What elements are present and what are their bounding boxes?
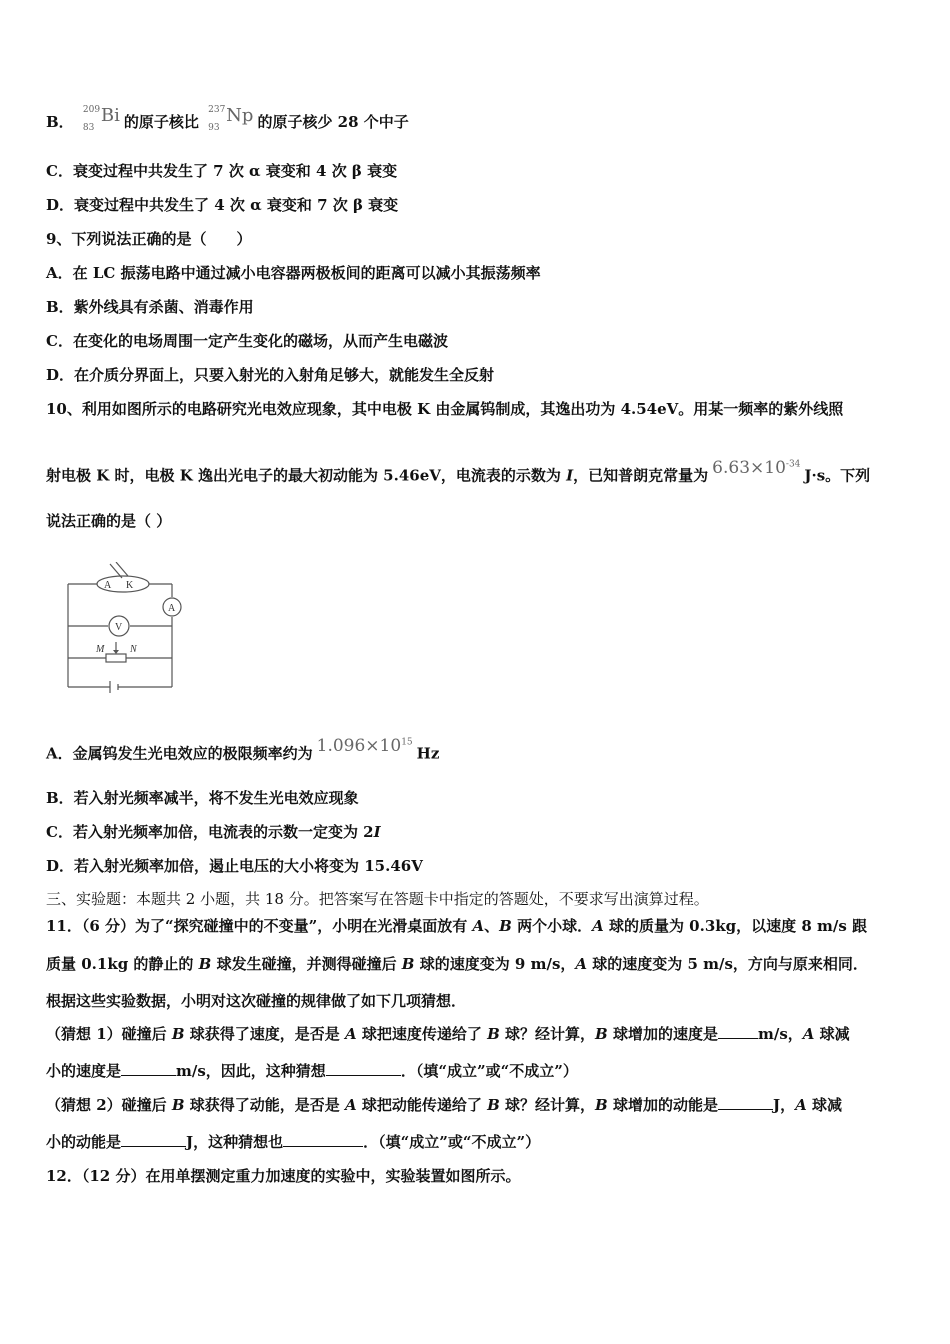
rheostat [106, 654, 126, 662]
label-anode: A [104, 580, 112, 591]
q9-option-a: A．在 LC 振荡电路中通过减小电容器两极板间的距离可以减小其振荡频率 [46, 264, 541, 282]
q11-guess1-line2: 小的速度是 m/s，因此，这种猜想 ．（填“成立”或“不成立”） [46, 1062, 578, 1080]
np-isotope: 237 93 Np [208, 105, 254, 133]
answer-blank[interactable] [326, 1061, 401, 1076]
planck-constant: $6.63\times 10^{-34}$ [712, 457, 801, 478]
answer-blank[interactable] [283, 1132, 363, 1147]
answer-blank[interactable] [121, 1061, 176, 1076]
answer-blank[interactable] [718, 1024, 758, 1039]
q11-guess2-line1: （猜想 2）碰撞后 B 球获得了动能，是否是 A 球把动能传递给了 B 球？经计算，B 球增加的动能是 J，A 球减 [46, 1096, 842, 1114]
voltmeter-label: V [115, 622, 123, 633]
ammeter-label: A [168, 603, 176, 614]
q9-option-b: B．紫外线具有杀菌、消毒作用 [46, 298, 254, 316]
q12-stem: 12．（12 分）在用单摆测定重力加速度的实验中，实验装置如图所示。 [46, 1167, 521, 1185]
q11-line3: 根据这些实验数据，小明对这次碰撞的规律做了如下几项猜想． [46, 992, 467, 1010]
q10-option-c: C．若入射光频率加倍，电流表的示数一定变为 2I [46, 823, 381, 841]
bi-isotope: 209 83 Bi [82, 105, 120, 133]
q11-guess2-line2: 小的动能是 J，这种猜想也 ．（填“成立”或“不成立”） [46, 1133, 541, 1151]
q10-option-d: D．若入射光频率加倍，遏止电压的大小将变为 15.46V [46, 857, 423, 875]
q10-stem-line3: 说法正确的是（ ） [46, 512, 172, 530]
q9-option-d: D．在介质分界面上，只要入射光的入射角足够大，就能发生全反射 [46, 366, 495, 384]
photoelectric-circuit-figure [60, 562, 190, 697]
q9-stem: 9、下列说法正确的是（ ） [46, 230, 252, 248]
q10-option-b: B．若入射光频率减半，将不发生光电效应现象 [46, 789, 359, 807]
section3-heading: 三、实验题：本题共 2 小题，共 18 分。把答案写在答题卡中指定的答题处，不要求写出演算过程。 [46, 890, 709, 908]
label-m: M [96, 644, 105, 655]
answer-blank[interactable] [718, 1095, 773, 1110]
q10-stem-line2: 射电极 K 时，电极 K 逸出光电子的最大初动能为 5.46eV，电流表的示数为 I，已知普朗克常量为 $6.63\times 10^{-34}J\cdot s$。下列 [46, 457, 871, 485]
q10-option-a: A．金属钨发生光电效应的极限频率约为 $1.096\times 10^{15}Hz$ [46, 735, 440, 763]
answer-blank[interactable] [121, 1132, 186, 1147]
q8-option-c: C．衰变过程中共发生了 7 次 α 衰变和 4 次 β 衰变 [46, 162, 398, 180]
label-n: N [130, 644, 137, 655]
label-cathode: K [126, 580, 134, 591]
q10-stem-line1: 10、利用如图所示的电路研究光电效应现象，其中电极 K 由金属钨制成，其逸出功为 4.54eV。用某一频率的紫外线照 [46, 400, 844, 418]
q11-line2: 质量 0.1kg 的静止的 B 球发生碰撞，并测得碰撞后 B 球的速度变为 9 m/s，A 球的速度变为 5 m/s，方向与原来相同． [46, 955, 868, 973]
threshold-frequency: $1.096\times 10^{15}$ [316, 735, 413, 756]
q8-option-d: D．衰变过程中共发生了 4 次 α 衰变和 7 次 β 衰变 [46, 196, 399, 214]
q11-guess1-line1: （猜想 1）碰撞后 B 球获得了速度，是否是 A 球把速度传递给了 B 球？经计算，B 球增加的速度是 m/s，A 球减 [46, 1025, 850, 1043]
q8-option-b: B． 209 83 Bi 的原子核比 237 93 Np 的原子核少 28 个中子 [46, 105, 409, 133]
q9-option-c: C．在变化的电场周围一定产生变化的磁场，从而产生电磁波 [46, 332, 448, 350]
q11-line1: 11．（6 分）为了“探究碰撞中的不变量”，小明在光滑桌面放有 A、B 两个小球．A 球的质量为 0.3kg，以速度 8 m/s 跟 [46, 917, 868, 935]
